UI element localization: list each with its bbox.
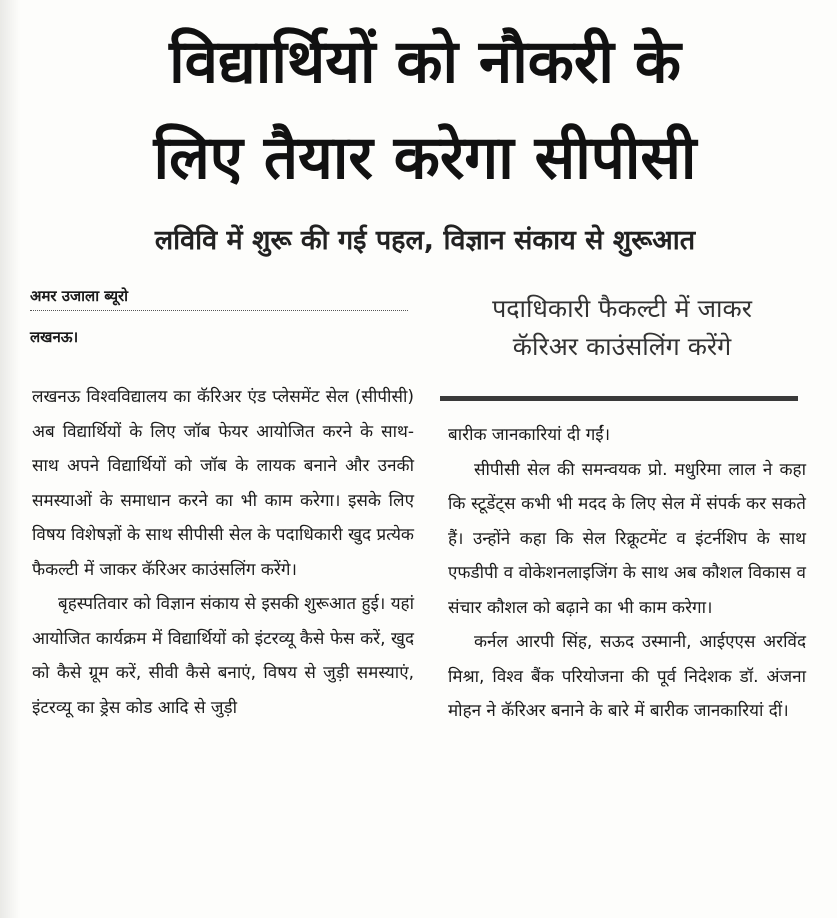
byline [30,286,410,347]
headline-line-2: लिए तैयार करेगा सीपीसी [153,123,697,193]
pull-quote-line-1: पदाधिकारी फैकल्टी में जाकर [492,294,752,323]
article-column-left [32,380,414,725]
paragraph: कर्नल आरपी सिंह, सऊद उस्मानी, आईएएस अरविंद मिश्रा, विश्व बैंक परियोजना की पूर्व निदेशक डॉ. अंजना मोहन ने कॅरिअर बनाने के बारे में बारीक जानकारियां दीं। [448,632,806,721]
pull-quote-line-2: कॅरिअर काउंसलिंग करेंगे [512,332,732,361]
pull-quote [432,290,812,366]
article-column-right [448,418,806,729]
headline-line-1: विद्यार्थियों को नौकरी के [169,27,681,97]
subheadline: लविवि में शुरू की गई पहल, विज्ञान संकाय से शुरूआत [154,225,696,256]
dateline-city: लखनऊ। [30,328,79,346]
paragraph: बारीक जानकारियां दी गईं। [448,425,611,445]
divider-rule [440,396,798,401]
byline-agency: अमर उजाला ब्यूरो [30,286,408,311]
paragraph: लखनऊ विश्वविद्यालय का कॅरिअर एंड प्लेसमेंट सेल (सीपीसी) अब विद्यार्थियों के लिए जॉब फेयर आयोजित करने के साथ-साथ अपने विद्यार्थियों को जॉब के लायक बनाने और उनकी समस्याओं के समाधान करने का भी काम करेगा। इसके लिए विषय विशेषज्ञों के साथ सीपीसी सेल के पदाधिकारी खुद प्रत्येक फैकल्टी में जाकर कॅरिअर काउंसलिंग करेंगे। [32,387,414,580]
paragraph: बृहस्पतिवार को विज्ञान संकाय से इसकी शुरूआत हुई। यहां आयोजित कार्यक्रम में विद्यार्थियों को इंटरव्यू कैसे फेस करें, खुद को कैसे ग्रूम करें, सीवी कैसे बनाएं, विषय से जुड़ी समस्याएं, इंटरव्यू का ड्रेस कोड आदि से जुड़ी [32,594,414,718]
headline [30,14,820,206]
paragraph: सीपीसी सेल की समन्वयक प्रो. मधुरिमा लाल ने कहा कि स्टूडेंट्स कभी भी मदद के लिए सेल में संपर्क कर सकते हैं। उन्होंने कहा कि सेल रिक्रूटमेंट व इंटर्नशिप के साथ एफडीपी व वोकेशनलाइजिंग के साथ अब कौशल विकास व संचार कौशल को बढ़ाने का भी काम करेगा। [448,459,806,618]
scan-edge-shadow [0,0,20,918]
